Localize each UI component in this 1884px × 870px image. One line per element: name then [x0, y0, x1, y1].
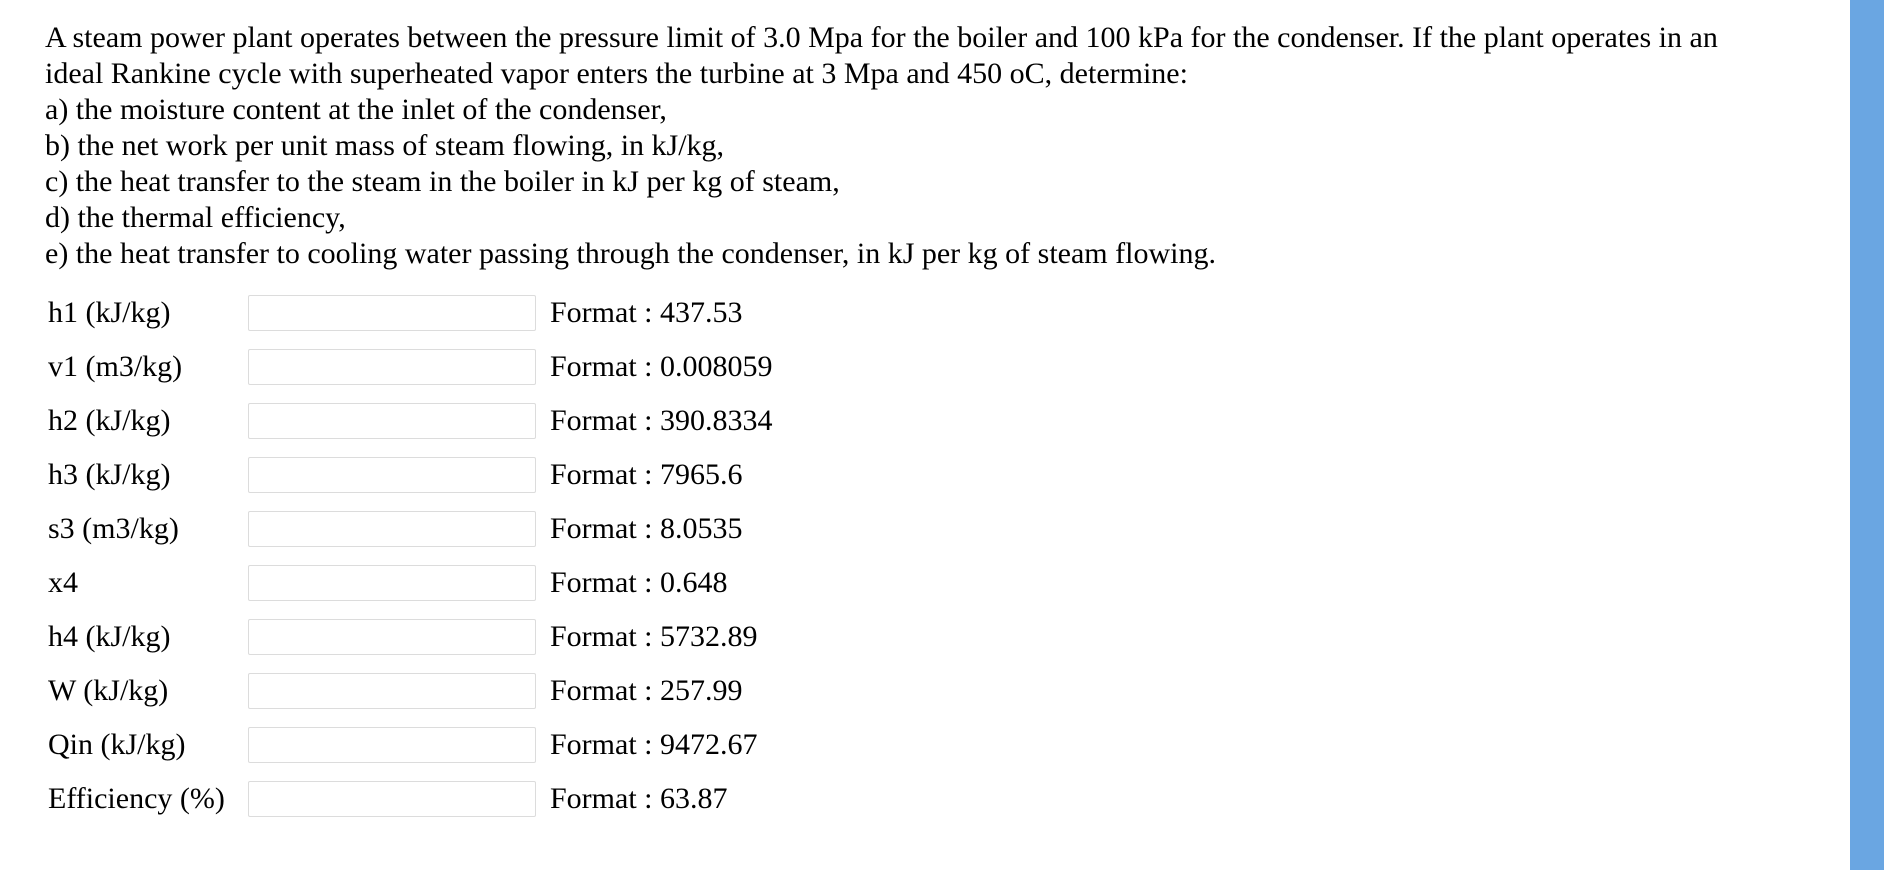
- s3-label: s3 (m3/kg): [48, 512, 179, 545]
- x4-format-hint: Format : 0.648: [550, 566, 728, 599]
- h1-label: h1 (kJ/kg): [48, 296, 171, 329]
- s3-format-hint: Format : 8.0535: [550, 512, 743, 545]
- x4-label: x4: [48, 566, 78, 599]
- w-format-hint: Format : 257.99: [550, 674, 743, 707]
- answer-row-h3: [48, 448, 773, 502]
- h2-format-hint: Format : 390.8334: [550, 404, 773, 437]
- problem-intro-line-1: A steam power plant operates between the pressure limit of 3.0 Mpa for the boiler and 100 kPa for the condenser. If the plant operates in an: [45, 21, 1718, 54]
- h3-input[interactable]: [248, 457, 536, 493]
- answer-row-qin: [48, 718, 773, 772]
- h4-format-hint: Format : 5732.89: [550, 620, 758, 653]
- efficiency-format-hint: Format : 63.87: [550, 782, 728, 815]
- h4-label: h4 (kJ/kg): [48, 620, 171, 653]
- h1-input[interactable]: [248, 295, 536, 331]
- answer-row-x4: [48, 556, 773, 610]
- h3-label: h3 (kJ/kg): [48, 458, 171, 491]
- answer-row-efficiency: [48, 772, 773, 826]
- problem-part-e: e) the heat transfer to cooling water passing through the condenser, in kJ per kg of steam flowing.: [45, 237, 1216, 270]
- answer-row-w: [48, 664, 773, 718]
- problem-intro-line-2: ideal Rankine cycle with superheated vapor enters the turbine at 3 Mpa and 450 oC, determine:: [45, 57, 1188, 90]
- w-label: W (kJ/kg): [48, 674, 169, 707]
- answer-row-v1: [48, 340, 773, 394]
- problem-part-a: a) the moisture content at the inlet of the condenser,: [45, 93, 667, 126]
- h3-format-hint: Format : 7965.6: [550, 458, 743, 491]
- h4-input[interactable]: [248, 619, 536, 655]
- w-input[interactable]: [248, 673, 536, 709]
- answer-row-h2: [48, 394, 773, 448]
- v1-format-hint: Format : 0.008059: [550, 350, 773, 383]
- qin-label: Qin (kJ/kg): [48, 728, 186, 761]
- efficiency-label: Efficiency (%): [48, 782, 225, 815]
- problem-part-d: d) the thermal efficiency,: [45, 201, 346, 234]
- h1-format-hint: Format : 437.53: [550, 296, 743, 329]
- answer-row-h1: [48, 286, 773, 340]
- answer-row-h4: [48, 610, 773, 664]
- h2-label: h2 (kJ/kg): [48, 404, 171, 437]
- problem-part-c: c) the heat transfer to the steam in the boiler in kJ per kg of steam,: [45, 165, 840, 198]
- answer-form: [48, 286, 773, 826]
- problem-statement: [45, 20, 1845, 272]
- qin-format-hint: Format : 9472.67: [550, 728, 758, 761]
- h2-input[interactable]: [248, 403, 536, 439]
- s3-input[interactable]: [248, 511, 536, 547]
- efficiency-input[interactable]: [248, 781, 536, 817]
- x4-input[interactable]: [248, 565, 536, 601]
- qin-input[interactable]: [248, 727, 536, 763]
- v1-input[interactable]: [248, 349, 536, 385]
- v1-label: v1 (m3/kg): [48, 350, 183, 383]
- problem-part-b: b) the net work per unit mass of steam flowing, in kJ/kg,: [45, 129, 725, 162]
- answer-row-s3: [48, 502, 773, 556]
